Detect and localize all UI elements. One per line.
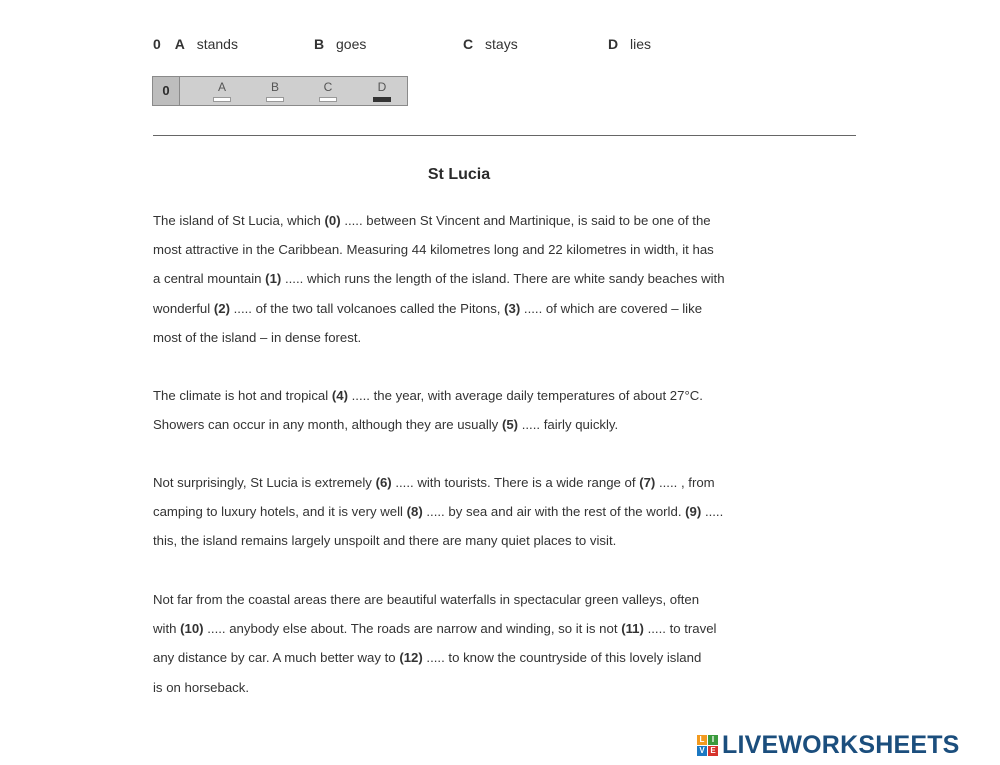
answer-slot-letter: A: [217, 80, 226, 94]
liveworksheets-logo: [697, 731, 960, 759]
example-option-b: [314, 36, 366, 52]
logo-mark-icon: [697, 735, 718, 756]
logo-mark-letter: I: [708, 735, 718, 745]
text-line: Not surprisingly, St Lucia is extremely (6) ..... with tourists. There is a wide range of (7) ..... , from: [153, 475, 715, 490]
paragraph-2: [153, 381, 778, 439]
answer-slot-letter: B: [270, 80, 279, 94]
text-line: a central mountain (1) ..... which runs the length of the island. There are white sandy beaches with: [153, 271, 725, 287]
gap-number: (7): [639, 475, 656, 490]
answer-slot-mark: [213, 97, 231, 102]
gap-number: (3): [504, 300, 521, 316]
section-divider: [153, 135, 856, 136]
answer-slot-letter: C: [323, 80, 333, 94]
logo-mark-letter: L: [697, 735, 707, 745]
answer-box-number: 0: [153, 77, 180, 105]
text-line: any distance by car. A much better way to (12) ..... to know the countryside of this lovely island: [153, 650, 702, 666]
option-letter: B: [314, 36, 325, 52]
option-word: goes: [336, 36, 367, 52]
option-letter: D: [608, 36, 619, 52]
option-letter: C: [463, 36, 474, 52]
example-number: 0: [153, 36, 161, 52]
answer-slot-b: [265, 80, 285, 102]
text-line: most attractive in the Caribbean. Measuring 44 kilometres long and 22 kilometres in width, it has: [153, 242, 714, 258]
option-letter: A: [174, 36, 185, 52]
gap-number: (1): [265, 271, 282, 287]
text-line: this, the island remains largely unspoilt and there are many quiet places to visit.: [153, 533, 617, 549]
example-answer-box: [152, 76, 408, 106]
option-word: stands: [196, 36, 238, 52]
example-option-a: [153, 36, 238, 52]
logo-text: LIVEWORKSHEETS: [722, 730, 960, 759]
example-option-d: [608, 36, 651, 52]
page-title: St Lucia: [427, 166, 491, 183]
answer-slot-d: [372, 80, 392, 102]
paragraph-4: [153, 585, 778, 702]
gap-number: (8): [406, 504, 423, 520]
gap-number: (12): [399, 650, 423, 666]
gap-number: (0): [324, 213, 341, 228]
paragraph-1: [153, 206, 778, 352]
gap-number: (11): [621, 621, 644, 637]
gap-number: (9): [685, 504, 702, 520]
example-option-c: [463, 36, 518, 52]
text-line: is on horseback.: [153, 679, 250, 695]
gap-number: (6): [375, 475, 392, 490]
logo-mark-letter: E: [708, 746, 718, 756]
logo-mark-letter: V: [697, 746, 707, 756]
text-line: camping to luxury hotels, and it is very well (8) ..... by sea and air with the rest of the world. (9) .....: [153, 504, 724, 520]
text-line: wonderful (2) ..... of the two tall volcanoes called the Pitons, (3) ..... of which are covered – like: [153, 300, 703, 316]
text-line: Showers can occur in any month, although they are usually (5) ..... fairly quickly.: [153, 417, 619, 433]
answer-slot-a: [212, 80, 232, 102]
answer-slot-mark: [373, 97, 391, 102]
text-line: The island of St Lucia, which (0) ..... between St Vincent and Martinique, is said to be one of the: [153, 213, 711, 228]
gap-number: (10): [180, 621, 204, 637]
text-line: with (10) ..... anybody else about. The roads are narrow and winding, so it is not (11) ..... to travel: [153, 621, 717, 637]
option-word: lies: [630, 36, 652, 52]
answer-slot-mark: [319, 97, 337, 102]
gap-number: (2): [213, 300, 230, 316]
answer-slot-c: [318, 80, 338, 102]
gap-number: (4): [331, 388, 348, 403]
text-line: most of the island – in dense forest.: [153, 329, 362, 345]
text-line: Not far from the coastal areas there are beautiful waterfalls in spectacular green valleys, often: [153, 592, 700, 607]
gap-number: (5): [501, 417, 519, 433]
option-word: stays: [485, 36, 518, 52]
answer-slot-letter: D: [377, 80, 387, 94]
text-line: The climate is hot and tropical (4) ..... the year, with average daily temperatures of about 27°C.: [153, 388, 703, 403]
paragraph-3: [153, 468, 778, 556]
answer-slot-mark: [266, 97, 284, 102]
